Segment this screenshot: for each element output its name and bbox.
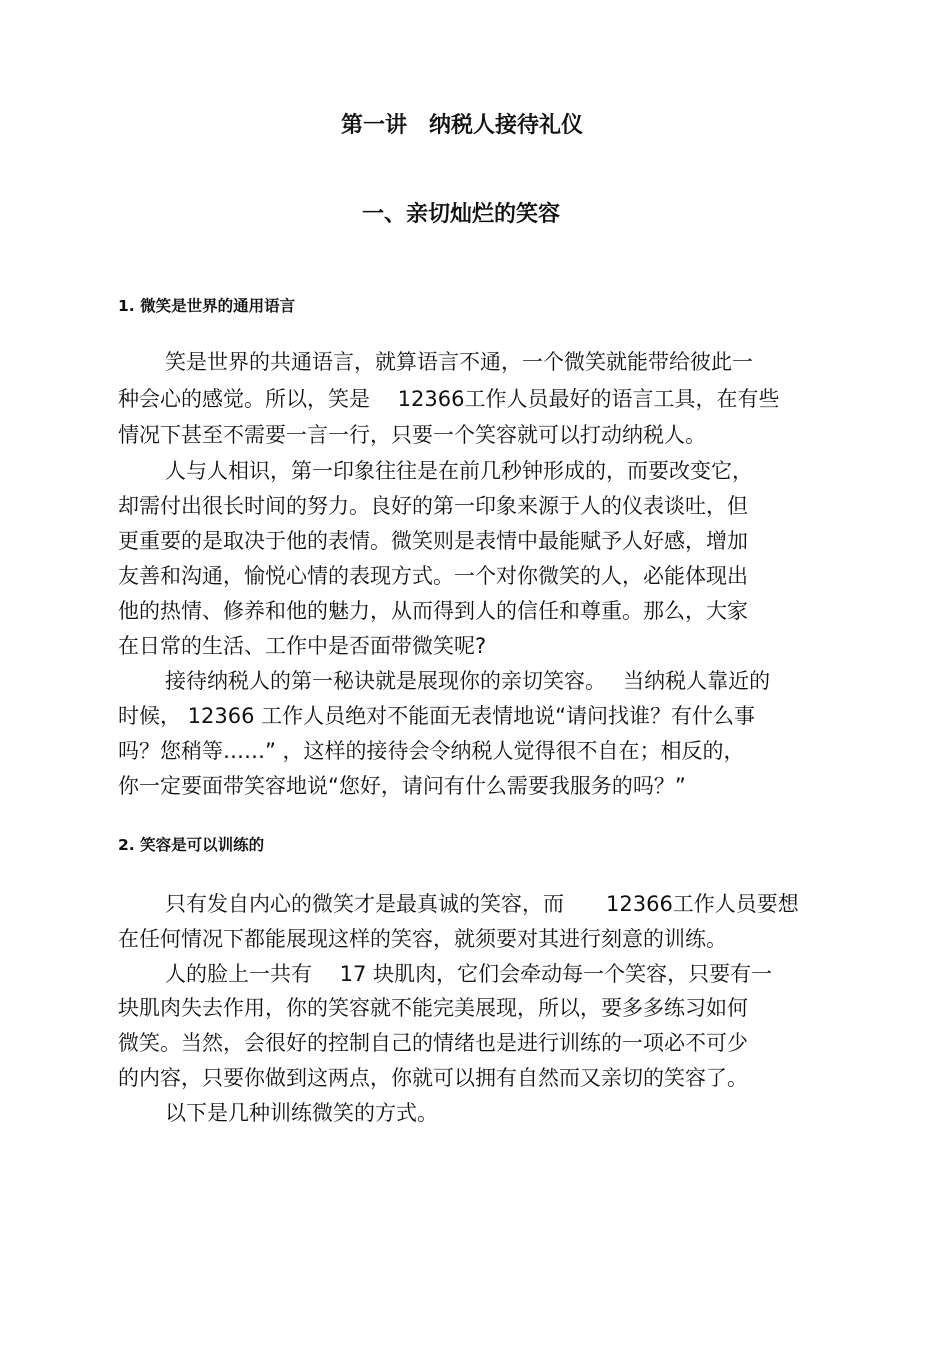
paragraph-line: 以下是几种训练微笑的方式。 xyxy=(165,1101,438,1125)
paragraph-line: 时候， 12366 工作人员绝对不能面无表情地说“请问找谁？有什么事 xyxy=(118,704,756,728)
paragraph-line: 块肌肉失去作用，你的笑容就不能完美展现，所以，要多多练习如何 xyxy=(118,996,748,1020)
paragraph-line: 吗？您稍等……” ，这样的接待会令纳税人觉得很不自在；相反的， xyxy=(118,739,745,763)
paragraph-line: 笑是世界的共通语言，就算语言不通，一个微笑就能带给彼此一 xyxy=(165,350,753,374)
paragraph-line: 你一定要面带笑容地说“您好，请问有什么需要我服务的吗？” xyxy=(118,774,686,798)
paragraph-line: 微笑。当然，会很好的控制自己的情绪也是进行训练的一项必不可少 xyxy=(118,1031,748,1055)
paragraph-line: 友善和沟通，愉悦心情的表现方式。一个对你微笑的人，必能体现出 xyxy=(118,564,748,588)
subsection-heading-2: 2. 笑容是可以训练的 xyxy=(118,836,265,854)
paragraph-line: 情况下甚至不需要一言一行，只要一个笑容就可以打动纳税人。 xyxy=(118,423,706,447)
paragraph-line: 在日常的生活、工作中是否面带微笑呢? xyxy=(118,634,487,658)
section-title: 一、亲切灿烂的笑容 xyxy=(362,202,561,227)
paragraph-line: 更重要的是取决于他的表情。微笑则是表情中最能赋予人好感，增加 xyxy=(118,529,748,553)
lecture-title: 第一讲 纳税人接待礼仪 xyxy=(341,113,584,138)
paragraph-line: 种会心的感觉。所以，笑是 12366工作人员最好的语言工具，在有些 xyxy=(118,387,780,411)
paragraph-line: 在任何情况下都能展现这样的笑容，就须要对其进行刻意的训练。 xyxy=(118,927,727,951)
paragraph-line: 却需付出很长时间的努力。良好的第一印象来源于人的仪表谈吐，但 xyxy=(118,494,748,518)
paragraph-line: 人的脸上一共有 17 块肌肉，它们会牵动每一个笑容，只要有一 xyxy=(165,962,773,986)
paragraph-line: 人与人相识，第一印象往往是在前几秒钟形成的，而要改变它， xyxy=(165,459,753,483)
paragraph-line: 只有发自内心的微笑才是最真诚的笑容，而 12366工作人员要想 xyxy=(165,892,799,916)
paragraph-line: 接待纳税人的第一秘诀就是展现你的亲切笑容。 当纳税人靠近的 xyxy=(165,669,771,693)
paragraph-line: 他的热情、修养和他的魅力，从而得到人的信任和尊重。那么，大家 xyxy=(118,599,748,623)
paragraph-line: 的内容，只要你做到这两点，你就可以拥有自然而又亲切的笑容了。 xyxy=(118,1066,748,1090)
subsection-heading-1: 1. 微笑是世界的通用语言 xyxy=(118,297,296,315)
